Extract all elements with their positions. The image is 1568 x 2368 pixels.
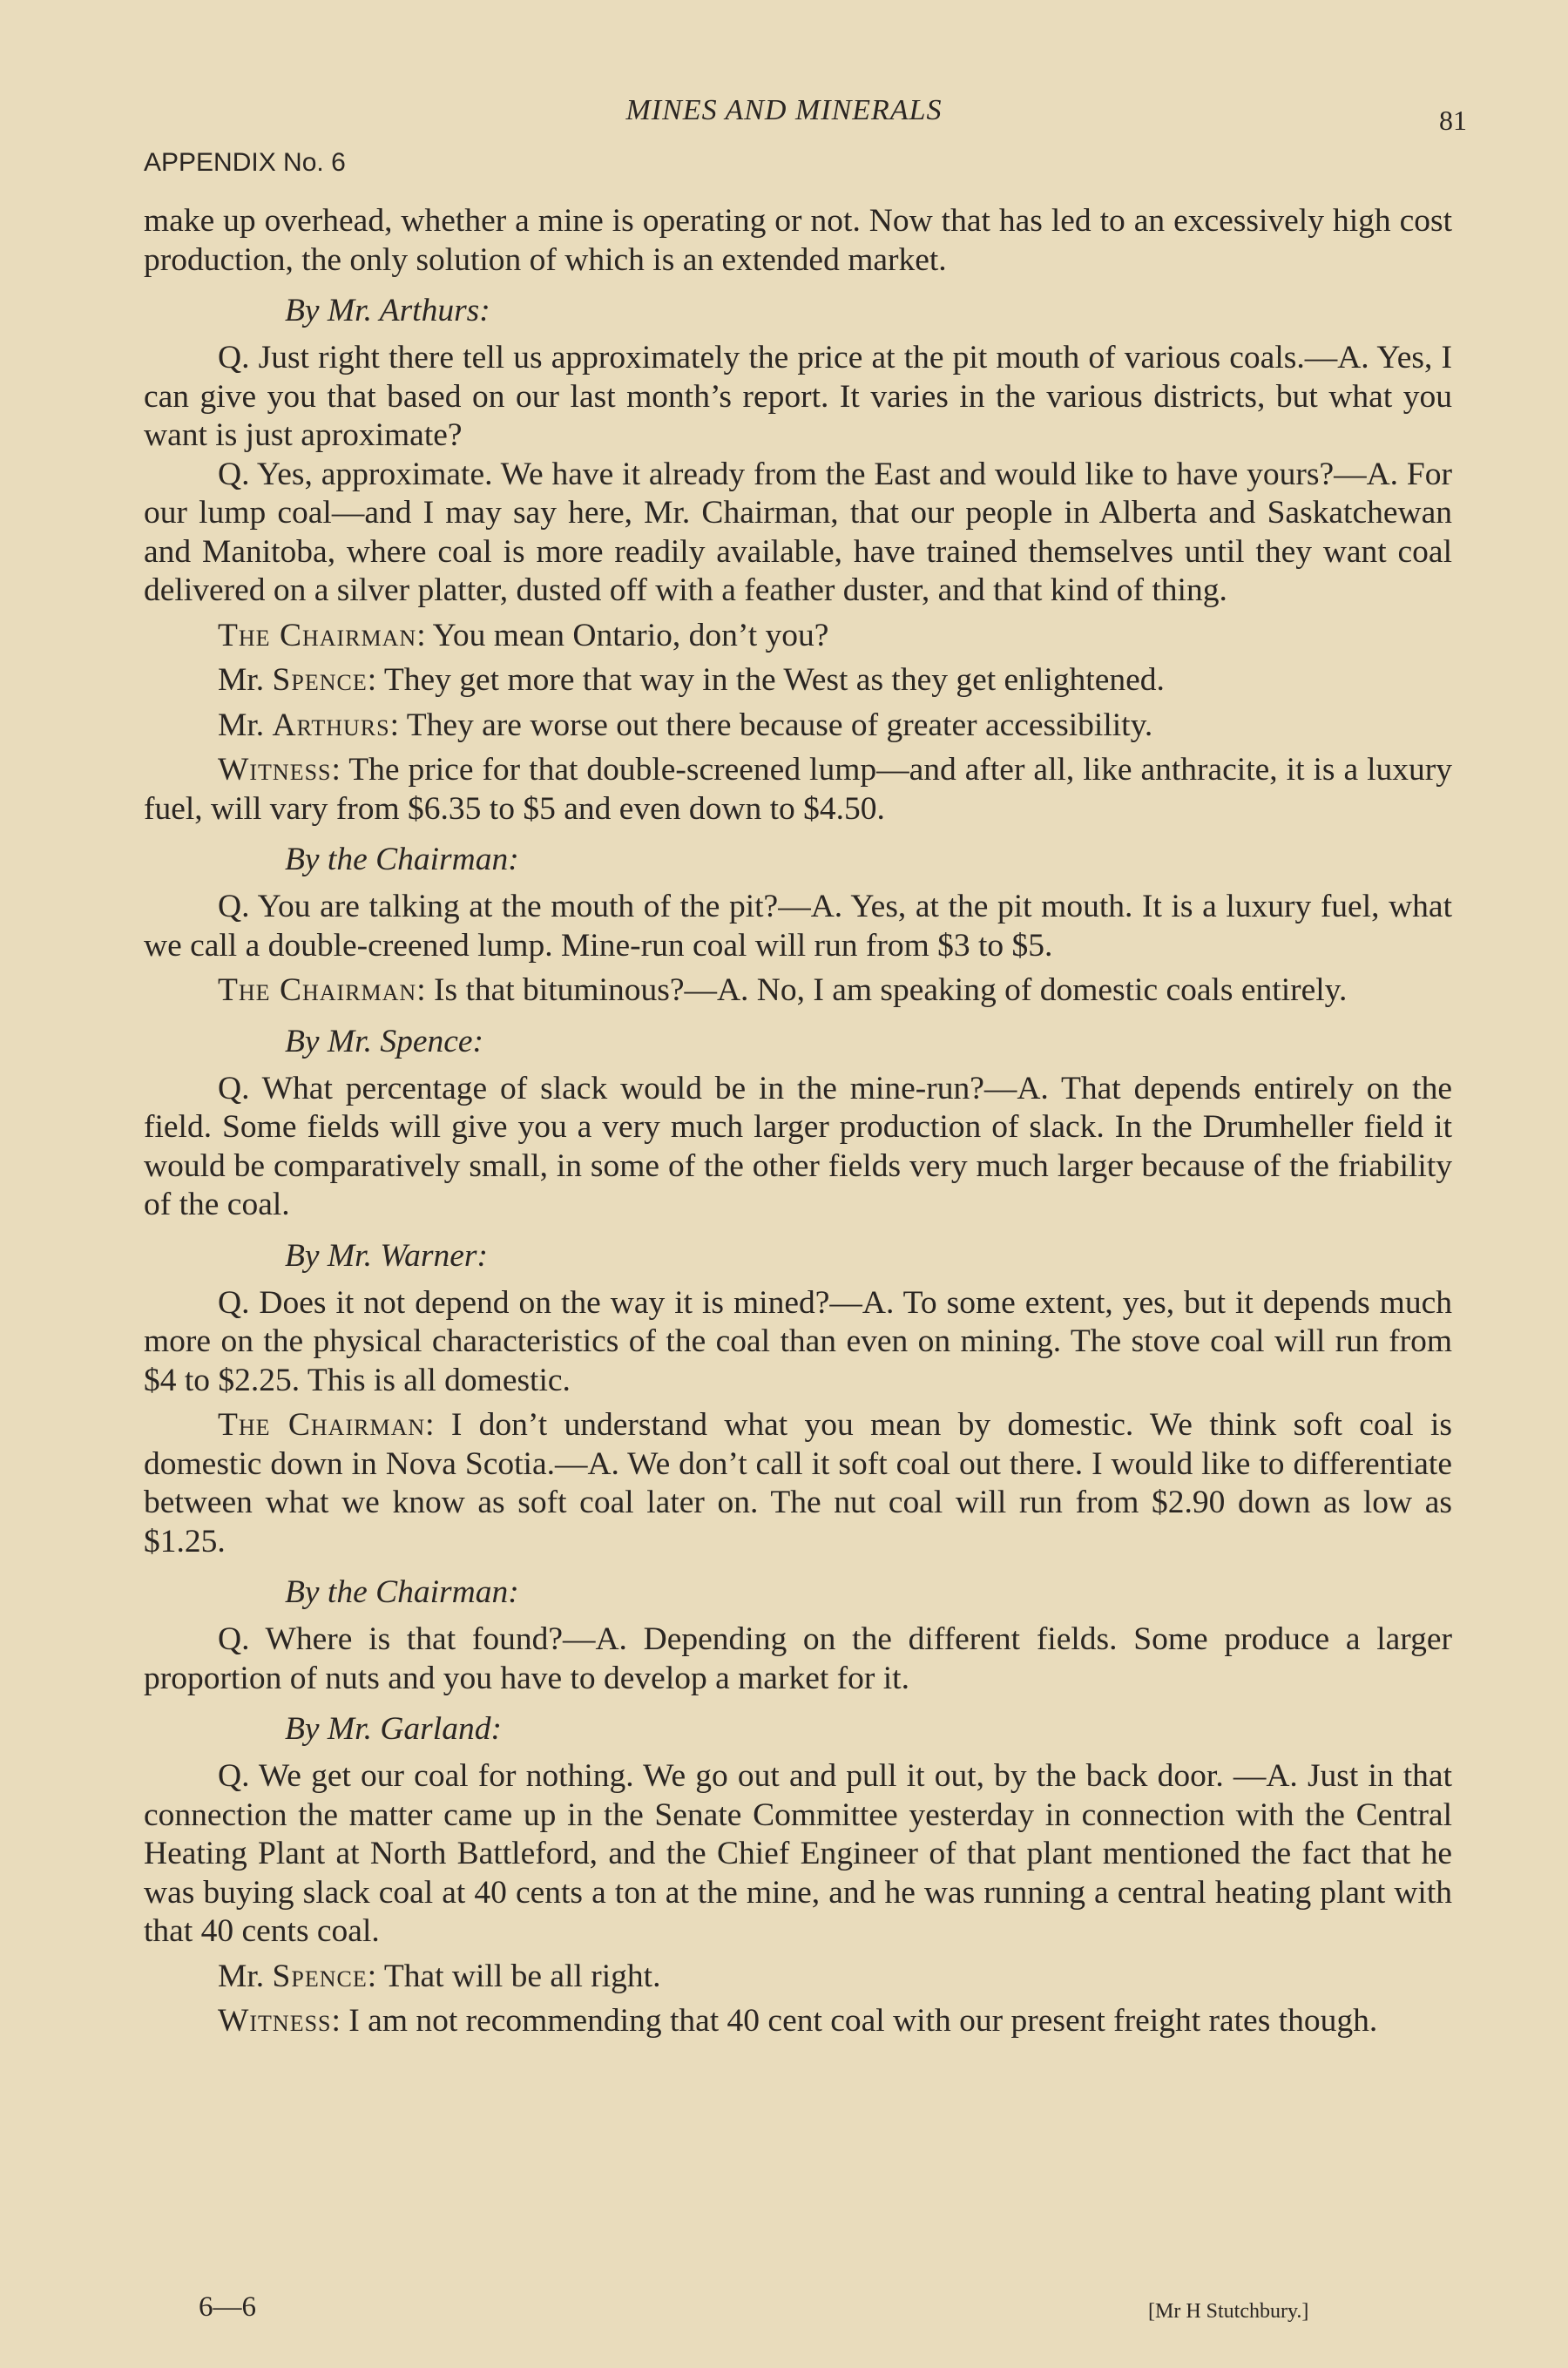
paragraph-text: make up overhead, whether a mine is operating or not. Now that has led to an excessively high cost production, the only solution of which is an extended market.	[144, 203, 1452, 278]
speaker-name: The Chairman	[218, 972, 417, 1008]
speaker-paragraph	[144, 707, 1452, 746]
paragraph-text: Q. Just right there tell us approximately the price at the pit mouth of various coals.—A. Yes, I can give you that based on our last month’s report. It varies in the various districts, but what you want is just aproximate?	[144, 340, 1452, 453]
paragraph-text: : You mean Ontario, don’t you?	[416, 617, 829, 653]
paragraph-text: : I am not recommending that 40 cent coal with our present freight rates though.	[331, 2003, 1378, 2039]
testimony-paragraph	[144, 1620, 1452, 1698]
speaker-name: Witness	[218, 752, 332, 788]
speaker-paragraph	[144, 1958, 1452, 1997]
paragraph-text: Q. Does it not depend on the way it is mined?—A. To some extent, yes, but it depends much more on the physical characteristics of the coal than even on mining. The stove coal will run from $4 to $2.25. This is all domestic.	[144, 1284, 1452, 1398]
speaker-name: Arthurs	[272, 707, 390, 743]
paragraph-text: Q. You are talking at the mouth of the pit?—A. Yes, at the pit mouth. It is a luxury fuel, what we call a double-creened lump. Mine-run coal will run from $3 to $5.	[144, 889, 1452, 964]
paragraph-text: : I don’t understand what you mean by domestic. We think soft coal is domestic down in Nova Scotia.—A. We don’t call it soft coal out there. I would like to differentiate between what we know as soft coal later on. The nut coal will run from $2.90 down as low as $1.25.	[144, 1407, 1452, 1559]
paragraph-text: : They get more that way in the West as they get enlightened.	[367, 662, 1165, 698]
speaker-name: Witness	[218, 2003, 332, 2039]
speaker-title: Mr.	[218, 707, 273, 743]
paragraph-text: Q. What percentage of slack would be in the mine-run?—A. That depends entirely on the field. Some fields will give you a very much larger production of slack. In the Drumheller field it would be comparatively small, in some of the other fields very much larger because of the friability of the coal.	[144, 1070, 1452, 1222]
speaker-paragraph	[144, 751, 1452, 829]
testimony-paragraph	[144, 202, 1452, 280]
testimony-paragraph	[144, 456, 1452, 611]
paragraph-text: : That will be all right.	[367, 1958, 661, 1994]
speaker-name: The Chairman	[218, 617, 417, 653]
speaker-paragraph	[144, 2002, 1452, 2041]
page-number: 81	[1439, 105, 1467, 136]
testimony-paragraph	[144, 1757, 1452, 1952]
printer-signature: 6—6	[199, 2291, 256, 2323]
testimony-paragraph	[144, 1284, 1452, 1401]
speaker-name: Spence	[272, 1958, 368, 1994]
testimony-paragraph	[144, 1070, 1452, 1225]
speaker-title: Mr.	[218, 1958, 273, 1994]
speaker-title: Mr.	[218, 662, 273, 698]
examiner-subheading: By Mr. Arthurs:	[285, 293, 490, 328]
speaker-paragraph	[144, 661, 1452, 700]
testimony-paragraph	[144, 888, 1452, 965]
paragraph-text: : They are worse out there because of greater accessibility.	[389, 707, 1153, 743]
testimony-paragraph	[144, 339, 1452, 456]
paragraph-text: : The price for that double-screened lump—and after all, like anthracite, it is a luxury fuel, will vary from $6.35 to $5 and even down to $4.50.	[144, 752, 1452, 827]
speaker-paragraph	[144, 617, 1452, 656]
running-title: MINES AND MINERALS	[625, 94, 943, 126]
appendix-label: APPENDIX No. 6	[144, 148, 346, 177]
speaker-paragraph	[144, 1406, 1452, 1561]
document-body	[144, 202, 1452, 2041]
paragraph-text: : Is that bituminous?—A. No, I am speaking of domestic coals entirely.	[416, 972, 1348, 1008]
speaker-name: Spence	[272, 662, 368, 698]
examiner-subheading: By Mr. Warner:	[285, 1237, 488, 1274]
speaker-name: The Chairman	[218, 1407, 426, 1443]
paragraph-text: Q. Yes, approximate. We have it already from the East and would like to have yours?—A. For our lump coal—and I may say here, Mr. Chairman, that our people in Alberta and Saskatchewan and Manitoba, where coal is more readily available, have trained themselves until they want coal delivered on a silver platter, dusted off with a feather duster, and that kind of thing.	[144, 456, 1452, 608]
examiner-subheading: By the Chairman:	[285, 842, 519, 877]
examiner-subheading: By Mr. Garland:	[285, 1711, 502, 1747]
speaker-paragraph	[144, 971, 1452, 1011]
examiner-subheading: By the Chairman:	[285, 1574, 519, 1610]
examiner-subheading: By Mr. Spence:	[285, 1023, 484, 1059]
witness-attribution: [Mr H Stutchbury.]	[1148, 2300, 1309, 2323]
paragraph-text: Q. Where is that found?—A. Depending on the different fields. Some produce a larger proportion of nuts and you have to develop a market for it.	[144, 1621, 1452, 1696]
paragraph-text: Q. We get our coal for nothing. We go out and pull it out, by the back door. —A. Just in that connection the matter came up in the Senate Committee yesterday in connection with the Central Heating Plant at North Battleford, and the Chief Engineer of that plant mentioned the fact that he was buying slack coal at 40 cents a ton at the mine, and he was running a central heating plant with that 40 cents coal.	[144, 1758, 1452, 1949]
